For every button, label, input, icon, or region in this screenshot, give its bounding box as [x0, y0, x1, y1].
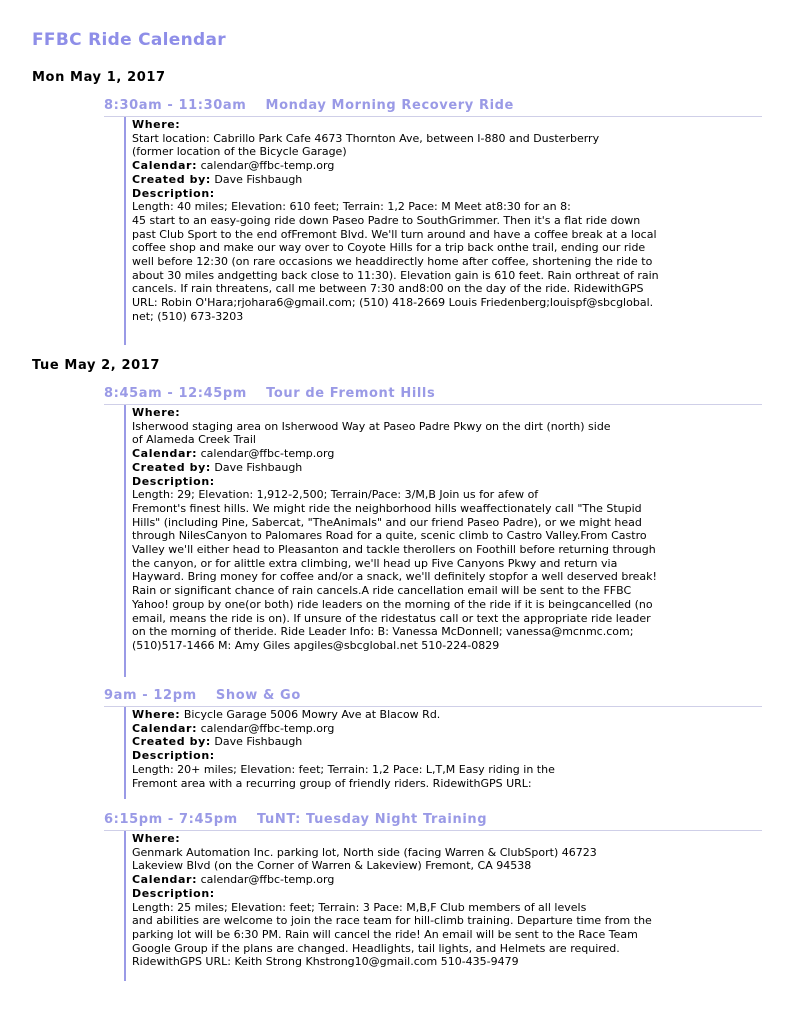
- event-divider: [104, 706, 762, 707]
- event-details-tunt: [132, 832, 762, 969]
- created-by-name: Dave Fishbaugh: [214, 172, 303, 186]
- event-title: Show & Go: [215, 688, 301, 703]
- where-label: Where:: [132, 708, 181, 721]
- description-line: well before 12:30 (on rare occasions we headdirectly home after coffee, shortening the ride to: [132, 255, 653, 269]
- event-header-tour-de-fremont: [104, 386, 435, 401]
- calendar-email: calendar@ffbc-temp.org: [200, 873, 335, 887]
- description-line: net; (510) 673-3203: [132, 309, 244, 323]
- where-label: Where:: [132, 118, 181, 131]
- document-title: FFBC Ride Calendar: [32, 30, 226, 50]
- description-line: and abilities are welcome to join the race team for hill-climb training. Departure time from the: [132, 914, 652, 928]
- description-line: Length: 29; Elevation: 1,912-2,500; Terrain/Pace: 3/M,B Join us for afew of: [132, 488, 539, 502]
- event-title: Tour de Fremont Hills: [266, 386, 436, 401]
- where-label: Where:: [132, 832, 181, 845]
- where-line: Isherwood staging area on Isherwood Way at Paseo Padre Pkwy on the dirt (north) side: [132, 419, 611, 433]
- description-line: RidewithGPS URL: Keith Strong Khstrong10@gmail.com 510-435-9479: [132, 955, 519, 969]
- event-left-bar: [124, 707, 126, 799]
- event-details-monday-recovery: [132, 118, 762, 324]
- calendar-label: Calendar:: [132, 159, 198, 173]
- description-line: about 30 miles andgetting back close to 11:30). Elevation gain is 610 feet. Rain orthreat of rain: [132, 268, 659, 282]
- event-divider: [104, 116, 762, 117]
- day-heading-tue-may-2: Tue May 2, 2017: [32, 358, 161, 373]
- event-header-monday-recovery: [104, 98, 514, 113]
- event-left-bar: [124, 117, 126, 345]
- description-line: Yahoo! group by one(or both) ride leaders on the morning of the ride if it is beingcancelled (no: [132, 597, 653, 611]
- where-line: Bicycle Garage 5006 Mowry Ave at Blacow Rd.: [183, 708, 441, 721]
- where-line: Genmark Automation Inc. parking lot, North side (facing Warren & ClubSport) 46723: [132, 845, 597, 859]
- event-left-bar: [124, 405, 126, 677]
- event-header-tunt: [104, 812, 487, 827]
- event-time: 8:30am - 11:30am: [104, 98, 247, 113]
- description-line: past Club Sport to the end ofFremont Blvd. We'll turn around and have a coffee break at a local: [132, 227, 657, 241]
- created-by-label: Created by:: [132, 460, 211, 474]
- event-divider: [104, 404, 762, 405]
- description-line: Valley we'll either head to Pleasanton and tackle therollers on Foothill before returning through: [132, 543, 656, 557]
- event-left-bar: [124, 831, 126, 981]
- event-title: TuNT: Tuesday Night Training: [256, 812, 488, 827]
- calendar-email: calendar@ffbc-temp.org: [200, 159, 335, 173]
- description-line: email, means the ride is on). If unsure of the ridestatus call or text the appropriate ride leader: [132, 611, 651, 625]
- where-line: (former location of the Bicycle Garage): [132, 145, 347, 159]
- event-title: Monday Morning Recovery Ride: [265, 98, 514, 113]
- where-line: Lakeview Blvd (on the Corner of Warren & Lakeview) Fremont, CA 94538: [132, 859, 532, 873]
- description-label: Description:: [132, 886, 215, 900]
- created-by-name: Dave Fishbaugh: [214, 460, 303, 474]
- calendar-label: Calendar:: [132, 721, 198, 735]
- event-time: 6:15pm - 7:45pm: [104, 812, 238, 827]
- description-line: 45 start to an easy-going ride down Paseo Padre to SouthGrimmer. Then it's a flat ride down: [132, 213, 641, 227]
- description-line: Rain or significant chance of rain cancels.A ride cancellation email will be sent to the FFBC: [132, 584, 632, 598]
- created-by-label: Created by:: [132, 735, 211, 749]
- event-time: 9am - 12pm: [104, 688, 197, 703]
- description-line: parking lot will be 6:30 PM. Rain will cancel the ride! An email will be sent to the Race Team: [132, 927, 638, 941]
- description-line: Length: 25 miles; Elevation: feet; Terrain: 3 Pace: M,B,F Club members of all levels: [132, 900, 587, 914]
- description-line: Fremont's finest hills. We might ride the neighborhood hills weaffectionately call "The Stupid: [132, 501, 642, 515]
- calendar-label: Calendar:: [132, 447, 198, 461]
- description-line: Length: 40 miles; Elevation: 610 feet; Terrain: 1,2 Pace: M Meet at8:30 for an 8:: [132, 200, 571, 214]
- description-line: on the morning of theride. Ride Leader Info: B: Vanessa McDonnell; vanessa@mcnmc.com;: [132, 625, 634, 639]
- description-line: (510)517-1466 M: Amy Giles apgiles@sbcglobal.net 510-224-0829: [132, 638, 500, 652]
- description-label: Description:: [132, 749, 215, 763]
- description-line: Hills" (including Pine, Sabercat, "TheAnimals" and our friend Paseo Padre), or we might head: [132, 515, 642, 529]
- day-heading-mon-may-1: Mon May 1, 2017: [32, 70, 166, 85]
- description-line: cancels. If rain threatens, call me between 7:30 and8:00 on the day of the ride. RidewithGPS: [132, 282, 644, 296]
- description-line: Length: 20+ miles; Elevation: feet; Terrain: 1,2 Pace: L,T,M Easy riding in the: [132, 762, 555, 776]
- description-line: Hayward. Bring money for coffee and/or a snack, we'll definitely stopfor a well deserved break!: [132, 570, 657, 584]
- description-line: URL: Robin O'Hara;rjohara6@gmail.com; (510) 418-2669 Louis Friedenberg;louispf@sbcglobal.: [132, 296, 654, 310]
- description-line: coffee shop and make our way over to Coyote Hills for a trip back onthe trail, ending our ride: [132, 241, 646, 255]
- created-by-name: Dave Fishbaugh: [214, 735, 303, 749]
- event-time: 8:45am - 12:45pm: [104, 386, 247, 401]
- description-label: Description:: [132, 474, 215, 488]
- description-line: Fremont area with a recurring group of friendly riders. RidewithGPS URL:: [132, 776, 532, 790]
- calendar-email: calendar@ffbc-temp.org: [200, 721, 335, 735]
- event-details-show-and-go: [132, 708, 762, 790]
- where-line: of Alameda Creek Trail: [132, 433, 256, 447]
- calendar-label: Calendar:: [132, 873, 198, 887]
- event-divider: [104, 830, 762, 831]
- where-label: Where:: [132, 406, 181, 419]
- event-header-show-and-go: [104, 688, 301, 703]
- description-label: Description:: [132, 186, 215, 200]
- description-line: through NilesCanyon to Palomares Road for a quite, scenic climb to Castro Valley.From Castro: [132, 529, 647, 543]
- description-line: the canyon, or for alittle extra climbing, we'll head up Five Canyons Pkwy and return via: [132, 556, 618, 570]
- event-details-tour-de-fremont: [132, 406, 762, 653]
- created-by-label: Created by:: [132, 172, 211, 186]
- where-line: Start location: Cabrillo Park Cafe 4673 Thornton Ave, between I-880 and Dusterberry: [132, 131, 600, 145]
- description-line: Google Group if the plans are changed. Headlights, tail lights, and Helmets are required.: [132, 941, 620, 955]
- calendar-email: calendar@ffbc-temp.org: [200, 447, 335, 461]
